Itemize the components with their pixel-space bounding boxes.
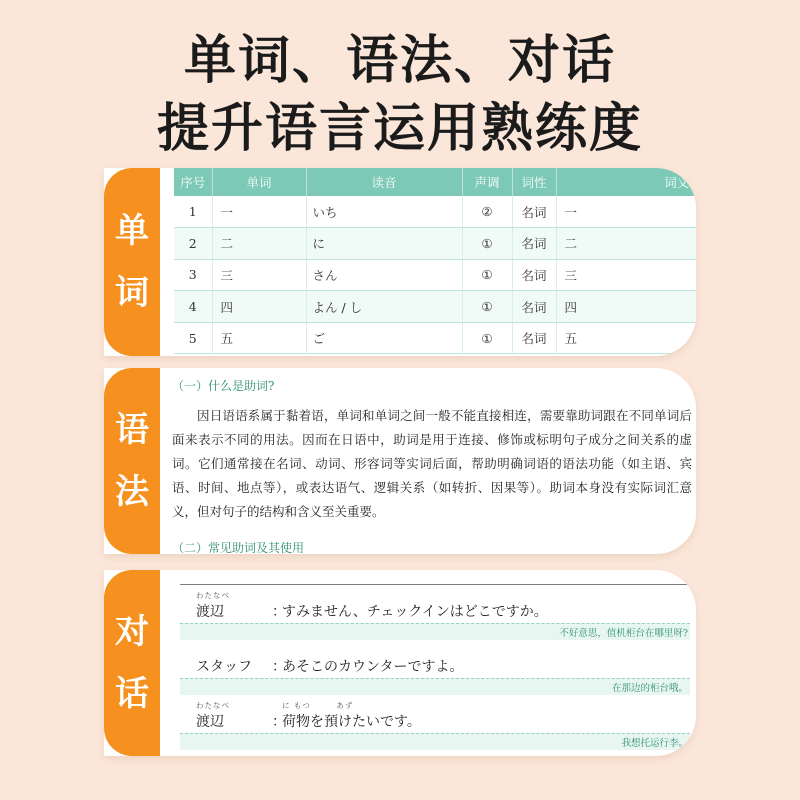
vocab-tab-char-1: 单 — [115, 211, 149, 251]
dialogue-colon: ： — [272, 659, 286, 675]
translation-strip — [180, 678, 690, 695]
cell-number: 3 — [174, 259, 212, 291]
headline-line-2: 提升语言运用熟练度 — [156, 99, 643, 159]
dialogue-translation: 我想托运行李。 — [621, 738, 688, 749]
dialogue-tab — [104, 570, 160, 756]
dialogue-tab-char-2: 话 — [115, 674, 149, 714]
cell-meaning: 四 — [556, 291, 696, 323]
col-header-tone: 声调 — [462, 168, 512, 196]
col-header-number: 序号 — [174, 168, 212, 196]
dialogue-colon: ： — [272, 604, 286, 620]
col-header-word: 单词 — [212, 168, 306, 196]
vocab-tab — [104, 168, 160, 356]
grammar-card — [104, 368, 696, 554]
grammar-tab — [104, 368, 160, 554]
ruby-watanabe: わたなべ — [196, 701, 230, 710]
cell-tone: ① — [462, 228, 512, 260]
dialogue-text: すみません、チェックインはどこですか。 — [282, 604, 548, 620]
cell-number: 2 — [174, 228, 212, 260]
dialogue-top-rule — [180, 584, 690, 585]
cell-reading: ご — [306, 322, 462, 354]
dialogue-speaker: スタッフ — [196, 659, 252, 675]
cell-number: 1 — [174, 196, 212, 228]
table-row — [174, 322, 696, 354]
dialogue-colon: ： — [272, 714, 286, 730]
cell-reading: いち — [306, 196, 462, 228]
cell-pos: 名词 — [512, 196, 556, 228]
cell-tone: ① — [462, 291, 512, 323]
cell-word: 三 — [212, 259, 306, 291]
col-header-reading: 读音 — [306, 168, 462, 196]
table-row — [174, 196, 696, 228]
grammar-tab-char-2: 法 — [115, 472, 149, 512]
dialogue-tab-char-1: 对 — [115, 612, 149, 652]
cell-meaning: 一 — [556, 196, 696, 228]
cell-pos: 名词 — [512, 259, 556, 291]
cell-word: 二 — [212, 228, 306, 260]
col-header-meaning: 词义 — [556, 168, 696, 196]
cell-tone: ① — [462, 259, 512, 291]
cell-number: 4 — [174, 291, 212, 323]
cell-reading: よん / し — [306, 291, 462, 323]
dialogue-speaker: 渡辺 — [196, 604, 224, 620]
headline-line-1: 单词、语法、对话 — [183, 31, 616, 91]
table-row — [174, 291, 696, 323]
ruby-nimotsu-azu: に もつ あず — [282, 701, 354, 710]
table-row — [174, 228, 696, 260]
col-header-pos: 词性 — [512, 168, 556, 196]
cell-reading: さん — [306, 259, 462, 291]
cell-meaning: 三 — [556, 259, 696, 291]
cell-tone: ① — [462, 322, 512, 354]
dialogue-card — [104, 570, 696, 756]
dialogue-translation: 不好意思，值机柜台在哪里呀? — [559, 628, 688, 639]
cell-word: 一 — [212, 196, 306, 228]
cell-meaning: 二 — [556, 228, 696, 260]
dialogue-text: 荷物を預けたいです。 — [282, 714, 421, 730]
dialogue-text: あそこのカウンターですよ。 — [282, 659, 464, 675]
dialogue-speaker: 渡辺 — [196, 714, 224, 730]
ruby-watanabe: わたなべ — [196, 591, 230, 600]
cell-pos: 名词 — [512, 322, 556, 354]
grammar-heading-1: （一）什么是助词? — [172, 379, 275, 393]
grammar-heading-2: （二）常见助词及其使用 — [172, 541, 305, 554]
cell-word: 四 — [212, 291, 306, 323]
translation-strip — [180, 733, 690, 750]
cell-number: 5 — [174, 322, 212, 354]
grammar-body: 因日语语系属于黏着语，单词和单词之间一般不能直接相连，需要靠助词跟在不同单词后面来表示不同的用法。因而在日语中，助词是用于连接、修饰或标明句子成分之间关系的虚词。它们通常接在名词、动词、形容词等实词后面，帮助明确词语的语法功能（如主语、宾语、时间、地点等），或表达语气、逻辑关系（如转折、因果等）。助词本身没有实际词汇意义，但对句子的结构和含义至关重要。 — [172, 408, 692, 519]
cell-pos: 名词 — [512, 228, 556, 260]
vocab-table — [174, 168, 696, 354]
vocab-table-header-row — [174, 168, 696, 196]
table-row — [174, 259, 696, 291]
vocab-tab-char-2: 词 — [115, 273, 149, 313]
cell-pos: 名词 — [512, 291, 556, 323]
grammar-tab-char-1: 语 — [115, 410, 149, 450]
cell-reading: に — [306, 228, 462, 260]
dialogue-translation: 在那边的柜台哦。 — [611, 683, 688, 694]
cell-tone: ② — [462, 196, 512, 228]
translation-strip — [180, 623, 690, 640]
vocab-card — [104, 168, 696, 356]
cell-word: 五 — [212, 322, 306, 354]
cell-meaning: 五 — [556, 322, 696, 354]
